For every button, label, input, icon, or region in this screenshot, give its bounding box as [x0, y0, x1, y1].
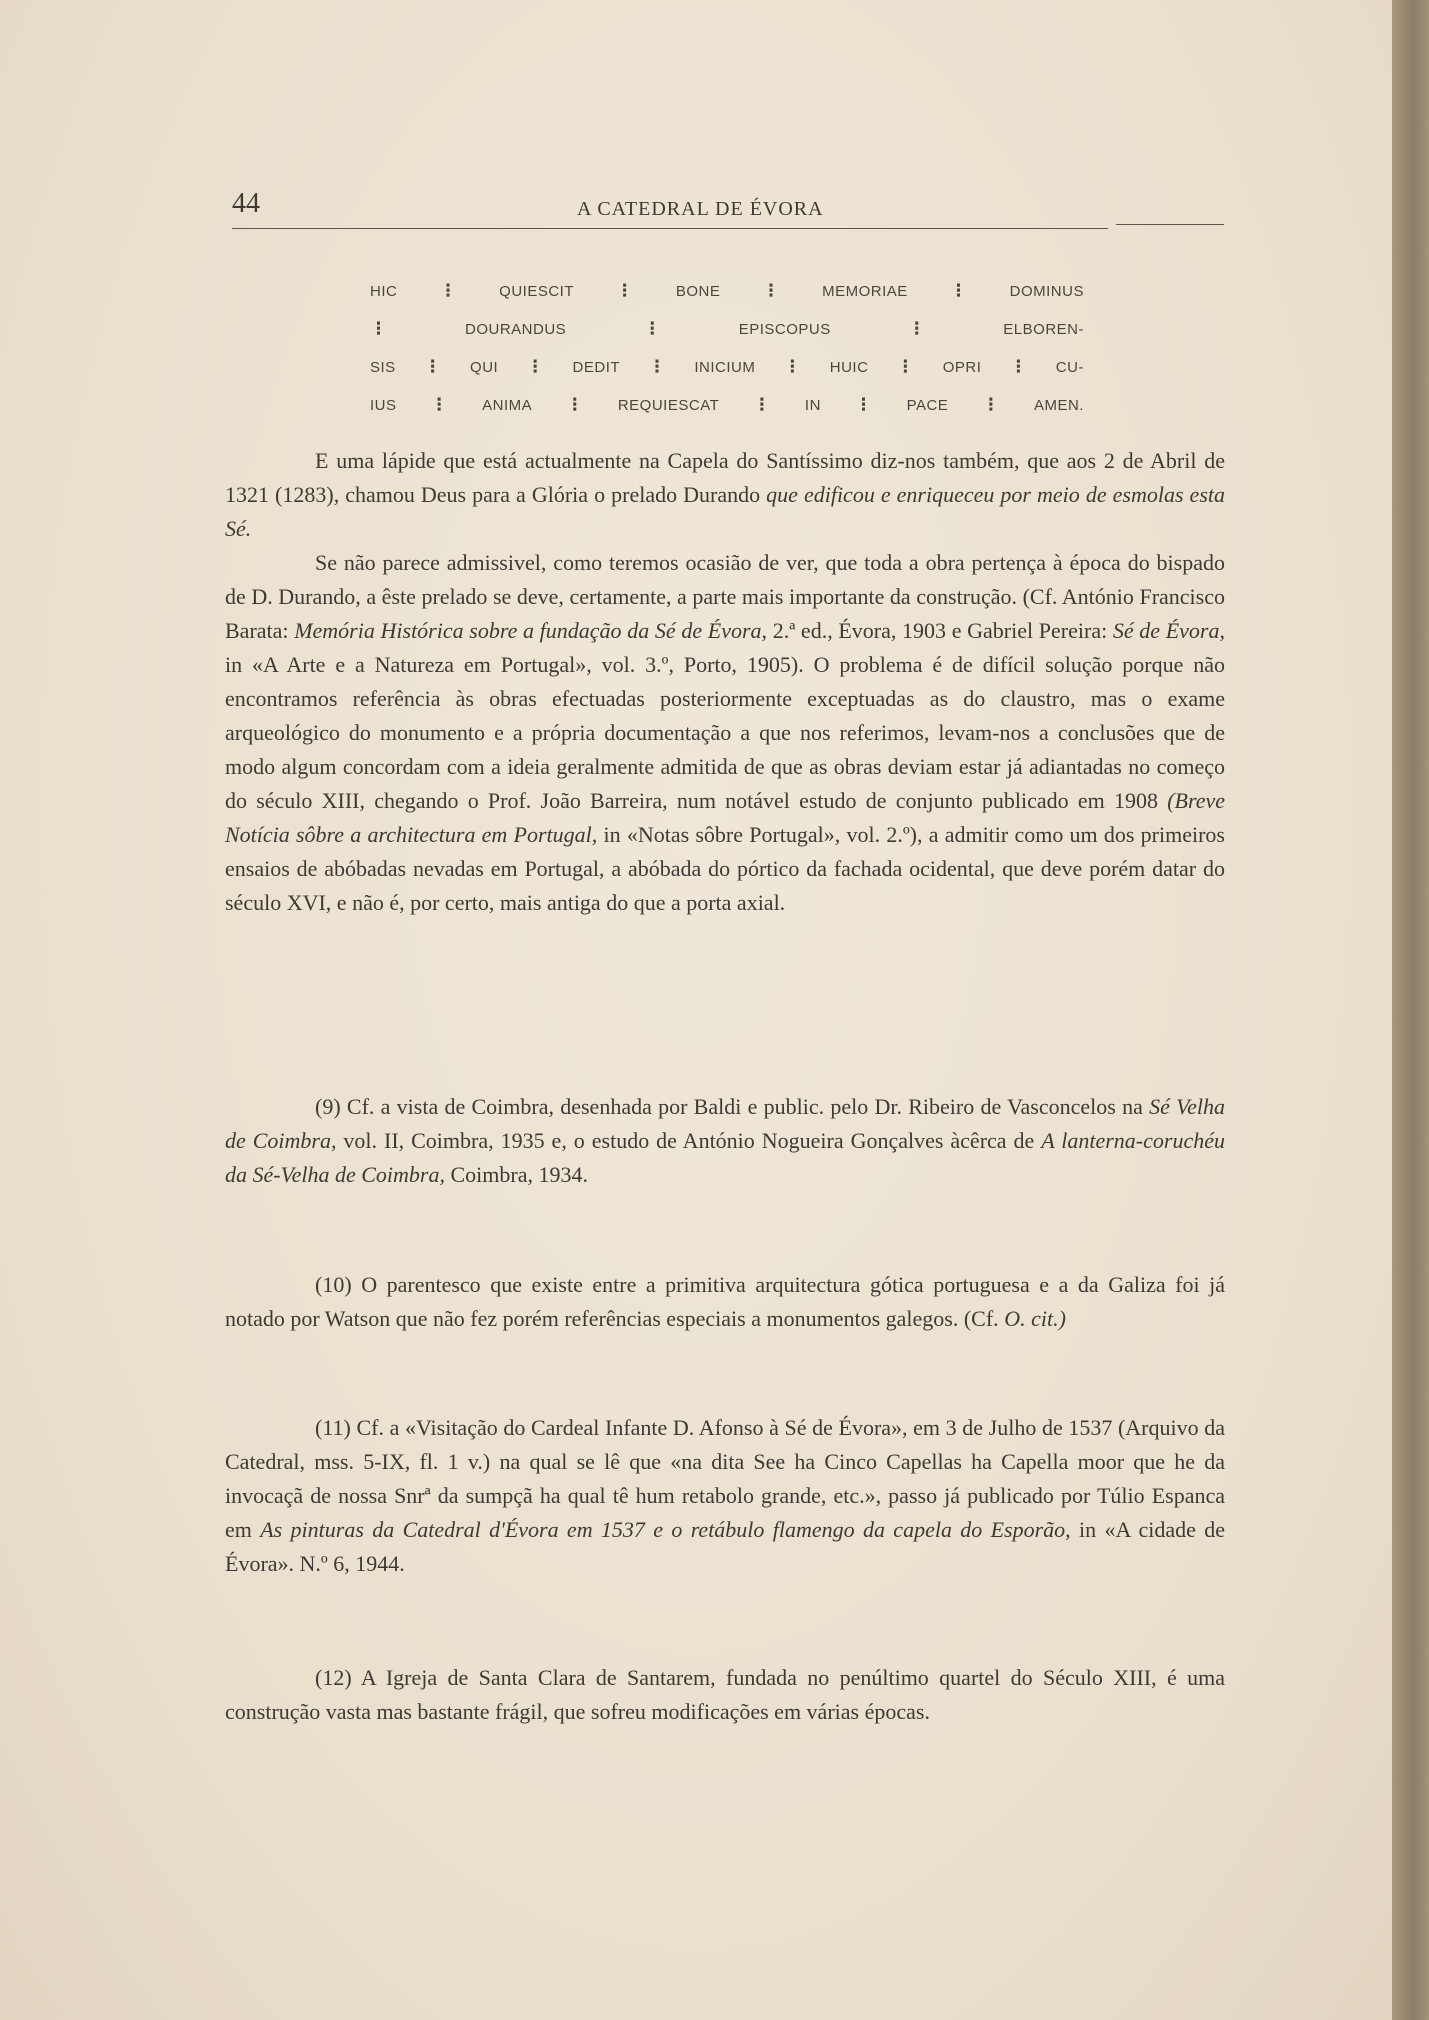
text-run: , in «A Arte e a Natureza em Portugal», vol. 3.º, Porto, 1905). O problema é de difícil solução porque não encontramos referência às obras efectuadas posteriormente exceptuadas as do claustro, mas o exame arqueológico do monumento e a própria documentação a que nos referimos, levam-nos a conclusões que de modo algum concordam com a ideia geralmente admitida de que as obras deviam estar já adiantadas no começo do século XIII, chegando o Prof. João Barreira, num notável estudo de conjunto publicado em 1908: [225, 618, 1225, 813]
inscription-word: ELBOREN-: [1003, 320, 1084, 338]
text-run: , 2.ª ed., Évora, 1903 e Gabriel Pereira:: [761, 618, 1113, 643]
inscription-word: DEDIT: [572, 358, 621, 376]
inscription-word: INICIUM: [694, 358, 756, 376]
separator: ⋮: [783, 357, 802, 376]
body-text: [225, 444, 1225, 920]
inscription-word: CU-: [1055, 358, 1084, 376]
text-run: Se não parece admissivel, como teremos ocasião de ver, que toda a obra pertença à época do bispado de D. Durando, a êste prelado se deve, certamente, a parte mais importante da construção. (Cf. António Francisco Barata:: [225, 550, 1225, 643]
paragraph: [225, 546, 1225, 920]
header-rule-short: [1116, 224, 1224, 225]
inscription-word: SIS: [370, 358, 396, 376]
footnote-mark: (9): [315, 1094, 341, 1119]
text-run: Cf. a «Visitação do Cardeal Infante D. Afonso à Sé de Évora», em 3 de Julho de 1537 (Arquivo da Catedral, mss. 5-IX, fl. 1 v.) na qual se lê que «na dita See ha Cinco Capellas ha Capella moor que he da invocaçã de nossa Snrª da sumpçã ha qual tê hum retabolo grande, etc.», passo já publicado por Túlio Espanca em: [225, 1415, 1225, 1542]
italic-run: Sé Velha de Coimbra,: [225, 1094, 1225, 1153]
footnote-12: [225, 1661, 1225, 1729]
inscription-line: [370, 272, 1084, 310]
inscription-word: REQUIESCAT: [617, 396, 720, 414]
separator: ⋮: [949, 281, 968, 300]
inscription-word: DOURANDUS: [465, 320, 567, 338]
inscription-word: IUS: [370, 396, 397, 414]
paragraph: [225, 444, 1225, 546]
inscription-word: EPISCOPUS: [738, 320, 831, 338]
inscription-word: DOMINUS: [1009, 282, 1084, 300]
separator: ⋮: [762, 281, 780, 300]
text-run: O parentesco que existe entre a primitiva arquitectura gótica portuguesa e a da Galiza foi já notado por Watson que não fez porém referências especiais a monumentos galegos. (Cf.: [225, 1272, 1225, 1331]
inscription-word: OPRI: [942, 358, 982, 376]
separator: ⋮: [753, 395, 771, 414]
italic-run: Memória Histórica sobre a fundação da Sé de Évora: [294, 618, 762, 643]
inscription-line: [370, 386, 1084, 424]
separator: ⋮: [370, 319, 388, 338]
page-edge: [1392, 0, 1429, 2020]
italic-run: Sé de Évora: [1112, 618, 1220, 643]
inscription-word: QUIESCIT: [499, 282, 574, 300]
paragraph: [225, 1411, 1225, 1581]
text-run: vol. II, Coimbra, 1935 e, o estudo de António Nogueira Gonçalves àcêrca de: [336, 1128, 1042, 1153]
inscription-word: IN: [804, 396, 821, 414]
text-run: in «A cidade de Évora». N.º 6, 1944.: [225, 1517, 1225, 1576]
header-rule: [232, 228, 1108, 229]
footnote-mark: (12): [315, 1665, 352, 1690]
footnote-11: [225, 1411, 1225, 1581]
inscription-word: HIC: [370, 282, 398, 300]
inscription-word: QUI: [470, 358, 499, 376]
italic-run: A lanterna-coruchéu da Sé-Velha de Coimbra,: [225, 1128, 1225, 1187]
inscription-line: [370, 310, 1084, 348]
text-run: Cf. a vista de Coimbra, desenhada por Baldi e public. pelo Dr. Ribeiro de Vasconcelos na: [340, 1094, 1150, 1119]
italic-run: (Breve Notícia sôbre a architectura em Portugal,: [225, 788, 1225, 847]
footnote-9: [225, 1090, 1225, 1192]
inscription-line: [370, 348, 1084, 386]
separator: ⋮: [648, 357, 666, 376]
page-number: 44: [232, 188, 260, 219]
footnote-mark: (11): [315, 1415, 351, 1440]
inscription-word: ANIMA: [482, 396, 533, 414]
inscription-word: AMEN.: [1033, 396, 1084, 414]
separator: ⋮: [908, 319, 926, 338]
separator: ⋮: [982, 395, 1000, 414]
inscription-word: PACE: [906, 396, 949, 414]
page-header: [232, 188, 1224, 228]
paragraph: [225, 1090, 1225, 1192]
inscription-word: BONE: [675, 282, 721, 300]
separator: ⋮: [643, 319, 662, 338]
separator: ⋮: [430, 395, 449, 414]
separator: ⋮: [424, 357, 442, 376]
italic-run: As pinturas da Catedral d'Évora em 1537 e o retábulo flamengo da capela do Esporão,: [260, 1517, 1071, 1542]
italic-run: que edificou e enriqueceu por meio de esmolas esta Sé.: [225, 482, 1225, 541]
separator: ⋮: [896, 357, 915, 376]
running-title: A CATEDRAL DE ÉVORA: [577, 198, 824, 220]
separator: ⋮: [526, 357, 545, 376]
footnote-10: [225, 1268, 1225, 1336]
latin-inscription: [370, 272, 1084, 424]
paragraph: [225, 1661, 1225, 1729]
separator: ⋮: [566, 395, 584, 414]
paragraph: [225, 1268, 1225, 1336]
inscription-word: MEMORIAE: [822, 282, 908, 300]
separator: ⋮: [616, 281, 634, 300]
separator: ⋮: [1009, 357, 1028, 376]
text-run: A Igreja de Santa Clara de Santarem, fundada no penúltimo quartel do Século XIII, é uma construção vasta mas bastante frágil, que sofreu modificações em várias épocas.: [225, 1665, 1225, 1724]
separator: ⋮: [439, 281, 457, 300]
italic-run: O. cit.): [1004, 1306, 1066, 1331]
text-run: Coimbra, 1934.: [444, 1162, 588, 1187]
separator: ⋮: [854, 395, 873, 414]
footnote-mark: (10): [315, 1272, 352, 1297]
text-run: in «Notas sôbre Portugal», vol. 2.º), a admitir como um dos primeiros ensaios de abóbadas nevadas em Portugal, a abóbada do pórtico da fachada ocidental, que deve porém datar do século XVI, e não é, por certo, mais antiga do que a porta axial.: [225, 822, 1225, 915]
text-run: E uma lápide que está actualmente na Capela do Santíssimo diz-nos também, que aos 2 de Abril de 1321 (1283), chamou Deus para a Glória o prelado Durando: [225, 448, 1225, 507]
inscription-word: HUIC: [829, 358, 869, 376]
